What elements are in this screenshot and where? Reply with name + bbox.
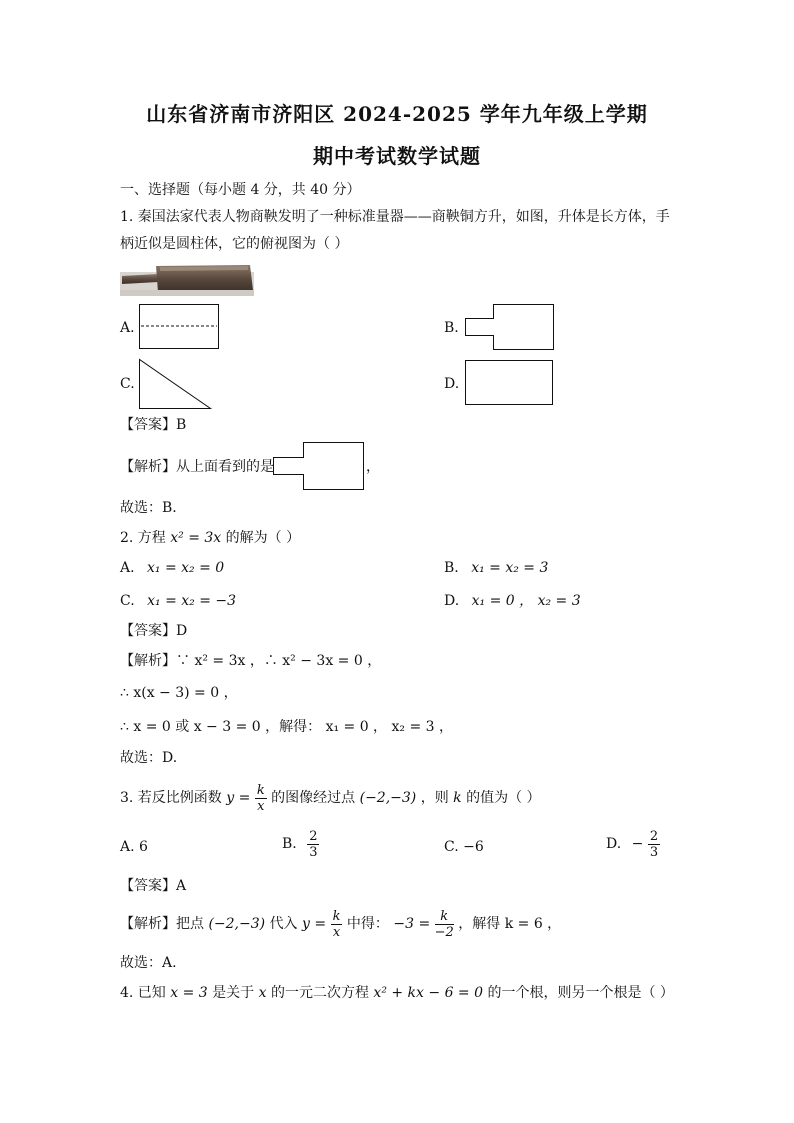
q2-option-c-equation: x₁ = x₂ = −3 [147,593,237,609]
q3-analysis-lhs: −3 = [393,916,431,932]
q3-analysis-point: (−2,−3) [208,916,266,932]
q2-option-a [120,558,224,578]
q1-analysis-suffix: ， [366,459,380,475]
q2-option-d [444,591,581,611]
q4-stem-mid2: 的一元二次方程 [270,985,369,1001]
q2-analysis-line-3: ∴ x = 0 或 x − 3 = 0 ，解得： x₁ = 0 ， x₂ = 3 ， [120,719,454,735]
q4-stem [120,983,674,1003]
q2-option-d-label: D. [444,593,460,609]
q3-option-d-label: D. [606,836,622,852]
q3-stem-prefix: 3. 若反比例函数 [120,790,222,806]
q2-analysis-line-1: 【解析】∵ x² = 3x ，∴ x² − 3x = 0 ， [120,653,382,669]
q3-analysis-mid2: 中得： [346,916,389,932]
q3-conclusion: 故选：A. [120,955,177,971]
q2-option-b-equation: x₁ = x₂ = 3 [471,560,549,576]
q3-answer: 【答案】A [120,878,187,894]
q2-option-a-label: A. [120,560,135,576]
q3-analysis-fraction-2-den: −2 [434,924,454,940]
q3-stem [120,780,541,816]
section-heading: 一、选择题（每小题 4 分，共 40 分） [120,182,361,198]
q3-stem-fraction-num: k [256,782,265,798]
q1-stem-line-1: 1. 秦国法家代表人物商鞅发明了一种标准量器——商鞅铜方升，如图，升体是长方体，手 [120,209,670,225]
q4-stem-x: x [258,985,267,1001]
q3-analysis-fraction-2 [435,909,454,940]
q2-conclusion: 故选：D. [120,750,178,766]
q1-conclusion: 故选：B. [120,500,177,516]
q2-stem-prefix: 2. 方程 [120,530,166,546]
q4-stem-equation: x = 3 [170,985,208,1001]
q1-stem-line-2: 柄近似是圆柱体，它的俯视图为（ ） [120,236,349,252]
q3-option-c: C. −6 [444,839,484,855]
q3-option-d-sign: − [631,836,644,852]
q2-stem-suffix: 的解为（ ） [225,530,301,546]
q3-option-d-fraction [648,829,660,860]
q3-option-b-label: B. [282,836,297,852]
q3-analysis-mid1: 代入 [269,916,298,932]
q1-analysis-text: 【解析】从上面看到的是 [120,459,274,475]
bronze-measure-photo [120,262,254,296]
q2-option-c [120,591,236,611]
q2-option-b-label: B. [444,560,459,576]
q3-option-d-den: 3 [649,844,659,860]
q4-stem-equation-2: x² + kx − 6 = 0 [373,985,484,1001]
title-line-2: 期中考试数学试题 [313,144,481,168]
q2-option-b [444,558,548,578]
q2-option-c-label: C. [120,593,135,609]
q3-analysis-fraction-den: x [332,924,341,940]
q3-stem-fraction-den: x [257,798,265,814]
q4-stem-mid: 是关于 [212,985,255,1001]
q3-stem-y: y = [226,790,251,806]
q1-option-b-figure [465,304,555,351]
q3-analysis-y: y = [302,916,327,932]
q3-stem-suffix: 的值为（ ） [466,790,541,806]
q3-analysis [120,906,561,942]
q3-option-d [606,826,660,862]
q1-option-d-figure [465,360,555,406]
q2-stem-equation: x² = 3x [170,530,222,546]
title-line-1: 山东省济南市济阳区 2024-2025 学年九年级上学期 [146,102,648,126]
q1-option-b-label: B. [444,320,459,336]
q3-analysis-suffix: ，解得 k = 6 ， [458,916,562,932]
q3-analysis-fraction-num: k [332,908,341,924]
q1-analysis-figure [273,442,365,491]
q3-analysis-fraction [331,909,343,940]
q3-stem-k-text: ，则 [420,790,449,806]
q2-option-a-equation: x₁ = x₂ = 0 [147,560,225,576]
q1-option-c-label: C. [120,376,135,392]
q1-option-c-figure [139,359,213,410]
q3-stem-point: (−2,−3) [359,790,417,806]
q3-option-b-num: 2 [309,828,318,844]
q3-option-b-den: 3 [309,844,318,860]
q4-stem-prefix: 4. 已知 [120,985,166,1001]
q3-option-a: A. 6 [120,839,148,855]
q2-analysis-line-2: ∴ x(x − 3) = 0 ， [120,685,238,701]
q2-stem [120,528,300,548]
q3-stem-mid: 的图像经过点 [271,790,356,806]
q3-analysis-prefix: 【解析】把点 [120,916,204,932]
q1-answer: 【答案】B [120,417,187,433]
q3-option-d-num: 2 [649,828,659,844]
q3-option-b [282,826,319,862]
q3-stem-fraction [255,783,267,814]
q1-option-a-label: A. [120,320,135,336]
q2-option-d-equation: x₁ = 0 ， x₂ = 3 [471,593,581,609]
q3-option-b-fraction [307,829,319,860]
q1-option-a-figure [139,304,220,350]
q4-stem-suffix: 的一个根，则另一个根是（ ） [487,985,674,1001]
q2-answer: 【答案】D [120,623,188,639]
q1-option-d-label: D. [444,376,460,392]
q3-stem-k-var: k [453,790,462,806]
q3-analysis-fraction-2-num: k [435,909,454,925]
